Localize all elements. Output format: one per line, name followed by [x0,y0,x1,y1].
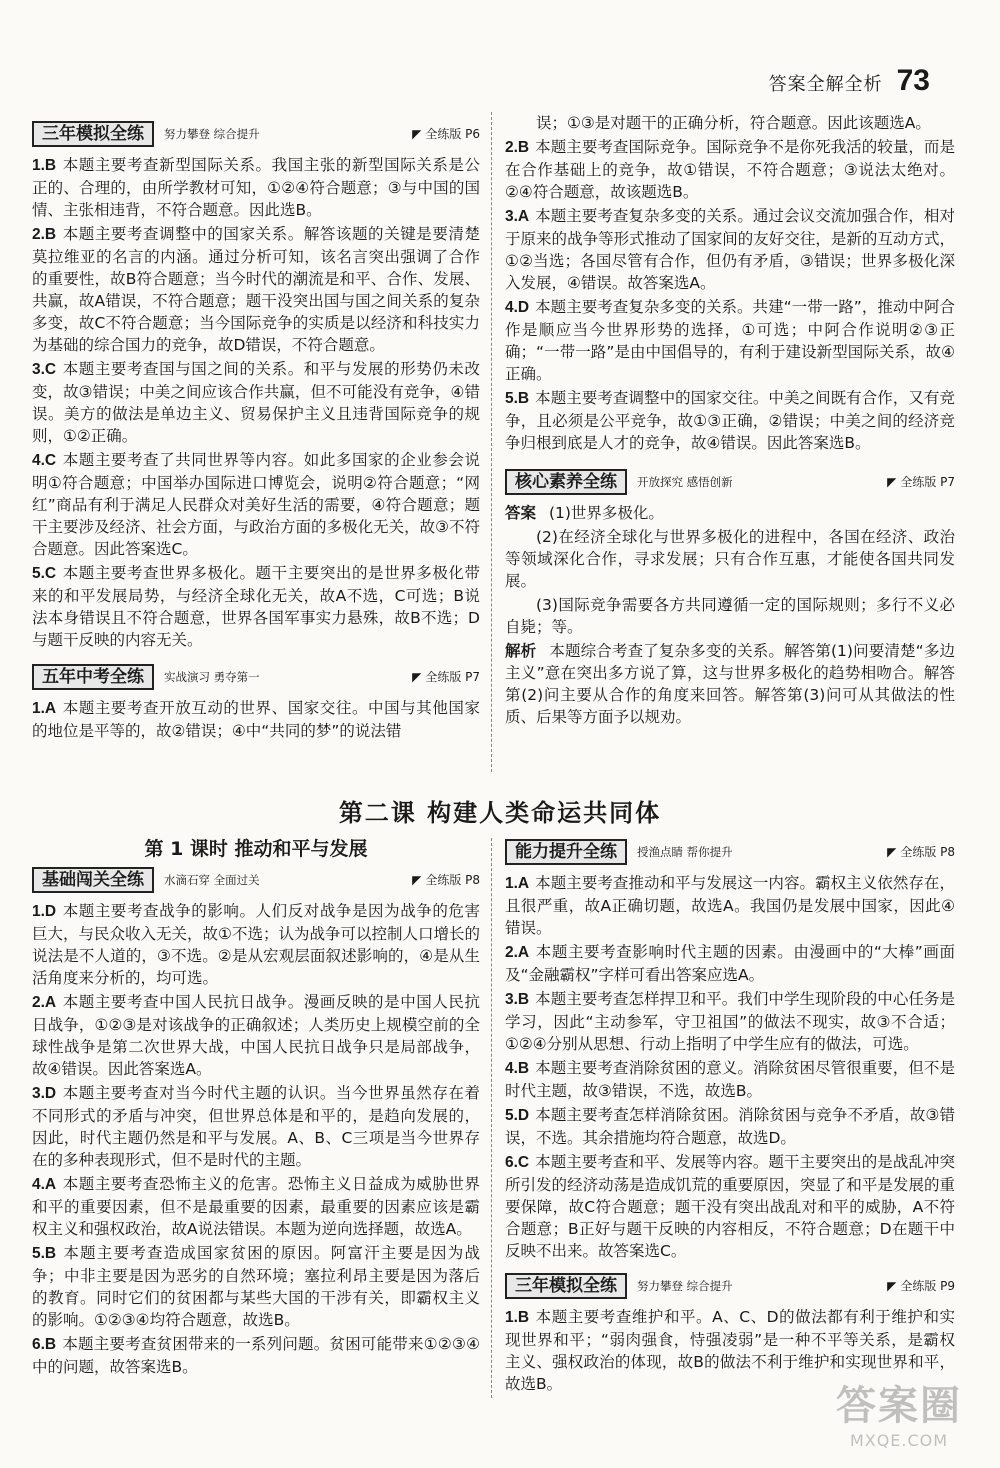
question-number: 2.B [32,226,57,243]
column-divider-top [491,112,492,772]
answer-explanation: 本题主要考查怎样消除贫困。消除贫困与竞争不矛盾，故③错误，不选。其余措施均符合题意，故选D。 [505,1106,955,1147]
question-number: 6.C [505,1154,530,1171]
section-subtitle: 开放探究 感悟创新 [637,475,733,489]
answer-item [32,562,480,651]
answer-explanation: 本题主要考查开放互动的世界、国家交往。中国与其他国家的地位是平等的，故②错误；④中“共同的梦”的说法错 [32,699,480,740]
question-number: 4.C [32,452,57,469]
section-title: 基础闯关全练 [32,867,154,893]
answer-item [505,296,955,385]
answer-item [505,872,955,939]
pointer-icon: ◤ [887,845,897,859]
pointer-icon: ◤ [412,873,422,887]
question-number: 5.B [505,390,530,407]
question-number: 2.B [505,139,530,156]
section-ref: ◤ 全练版 P7 [412,666,480,688]
chapter-title: 第二课 构建人类命运共同体 [338,799,662,827]
analysis [505,640,955,728]
pointer-icon: ◤ [412,670,422,684]
answer-item [505,941,955,986]
answer-item [505,1057,955,1102]
question-number: 3.B [505,991,530,1008]
section-subtitle: 努力攀登 综合提升 [164,127,260,141]
answer-item [32,1242,480,1331]
answer-item [505,387,955,454]
answer-explanation: 本题主要考查了共同世界等内容。如此多国家的企业参会说明①符合题意；中国举办国际进口博览会，说明②符合题意；“网红”商品有利于满足人民群众对美好生活的需要，④符合题意；题干主要涉及经济、社会方面，与政治方面的多极化无关，故③不符合题意。因此答案选C。 [32,451,480,558]
answer-item [505,136,955,203]
question-number: 1.A [32,700,57,717]
section-header [505,838,955,866]
answer-item [32,697,480,742]
section-title: 三年模拟全练 [505,1273,627,1299]
header-label: 答案全解全析 [768,74,883,95]
section-subtitle: 实战演习 勇夺第一 [164,670,260,684]
question-number: 4.D [505,299,530,316]
answer-item [505,1151,955,1262]
answer-item [32,1082,480,1171]
section-header [505,1272,955,1300]
right-top-column [505,112,955,730]
section-title: 能力提升全练 [505,839,627,865]
section-header [505,468,955,496]
answer-explanation: 本题主要考查战争的影响。人们反对战争是因为战争的危害巨大，与民众收入无关，故①不选；认为战争可以控制人口增长的说法是不人道的，③不选。②是从宏观层面叙述影响的，④是从生活角度来分析的，均可选。 [32,902,480,987]
answer-explanation: 本题主要考查调整中的国家交往。中美之间既有合作，又有竞争，且必须是公平竞争，故①③正确，②错误；中美之间的经济竞争归根到底是人才的竞争，故④错误。因此答案选B。 [505,389,955,452]
question-number: 3.C [32,361,57,378]
question-number: 1.B [32,157,57,174]
pointer-icon: ◤ [887,1279,897,1293]
answer-explanation: 本题主要考查国际竞争。国际竞争不是你死我活的较量，而是在合作基础上的竞争，故①错误，不符合题意；③说法太绝对。②④符合题意，故该题选B。 [505,138,955,201]
answer-part-2: (2)在经济全球化与世界多极化的进程中，各国在经济、政治等领域深化合作，寻求发展；只有合作互惠，才能使各国共同发展。 [505,528,955,590]
answer-part-1: (1)世界多极化。 [548,504,664,522]
question-number: 4.A [32,1176,57,1193]
column-divider-bottom [491,838,492,1398]
answer-line [505,502,955,524]
continuation-text: 误；①③是对题干的正确分析，符合题意。因此该题选A。 [536,114,931,132]
answer-explanation: 本题主要考查复杂多变的关系。通过会议交流加强合作，相对于原来的战争等形式推动了国家间的友好交往，是新的互动方式，①②当选；各国尽管有合作，但仍有矛盾，③错误；世界多极化深入发展，④错误。故答案选A。 [505,207,955,292]
section-title: 核心素养全练 [505,469,627,495]
answer-explanation: 本题主要考查中国人民抗日战争。漫画反映的是中国人民抗日战争，①②③是对该战争的正确叙述；人类历史上规模空前的全球性战争是第二次世界大战，中国人民抗日战争只是局部战争，故④错误。因此答案选A。 [32,993,480,1078]
answer-item [32,900,480,989]
answer-item [505,988,955,1055]
question-number: 5.B [32,1245,57,1262]
analysis-label: 解析 [505,642,537,660]
question-number: 2.A [32,994,57,1011]
section-title: 五年中考全练 [32,664,154,690]
answer-item [32,1333,480,1378]
section-title: 三年模拟全练 [32,121,154,147]
answer-explanation: 本题主要考查维护和平。A、C、D的做法都有利于维护和实现世界和平；“弱肉强食，恃强凌弱”是一种不平等关系，是霸权主义、强权政治的体现，故B的做法不利于维护和实现世界和平，故选B。 [505,1308,955,1393]
section-ref: ◤ 全练版 P8 [887,841,955,863]
page-number: 73 [896,64,930,97]
answer-item [505,1104,955,1149]
answer-item [32,154,480,221]
answer-explanation: 本题主要考查复杂多变的关系。共建“一带一路”，推动中阿合作是顺应当今世界形势的选择，①可选；中阿合作说明②③正确；“一带一路”是由中国倡导的，有利于建设新型国际关系，故④正确。 [505,298,955,383]
right-bottom-column [505,838,955,1397]
question-number: 1.A [505,875,530,892]
answer-explanation: 本题主要考查世界多极化。题干主要突出的是世界多极化带来的和平发展局势，与经济全球化无关，故A不选，C可选；B说法本身错误且不符合题意，世界各国军事实力悬殊，故B不选；D与题干反映的内容无关。 [32,564,480,649]
watermark [834,1374,964,1450]
question-number: 1.B [505,1309,530,1326]
answer-explanation: 本题主要考查贫困带来的一系列问题。贫困可能带来①②③④中的问题，故答案选B。 [32,1335,480,1376]
question-number: 6.B [32,1336,57,1353]
pointer-icon: ◤ [887,475,897,489]
question-number: 3.D [32,1085,57,1102]
section-ref: ◤ 全练版 P8 [412,869,480,891]
answer-explanation: 本题主要考查恐怖主义的危害。恐怖主义日益成为威胁世界和平的重要因素，但不是最重要的因素，最重要的因素应该是霸权主义和强权政治，故A说法错误。本题为逆向选择题，故选A。 [32,1175,480,1238]
watermark-url: MXQE.COM [849,1431,949,1450]
answer-explanation: 本题主要考查推动和平与发展这一内容。霸权主义依然存在，且很严重，故A正确切题，故选A。我国仍是发展中国家，因此④错误。 [505,874,955,937]
answer-explanation: 本题主要考查消除贫困的意义。消除贫困尽管很重要，但不是时代主题，故③错误，不选，故选B。 [505,1059,955,1100]
left-top-column [32,112,480,744]
section-header [32,120,480,148]
answer-item [505,205,955,294]
answer-item [32,991,480,1080]
section-header [32,663,480,691]
question-number: 5.C [32,565,57,582]
answer-item [32,449,480,560]
section-ref: ◤ 全练版 P7 [887,471,955,493]
question-number: 3.A [505,208,530,225]
answer-item [32,1173,480,1240]
answer-explanation: 本题主要考查国与国之间的关系。和平与发展的形势仍未改变，故③错误；中美之间应该合作共赢，但不可能没有竞争，④错误。美方的做法是单边主义、贸易保护主义且违背国际竞争的规则，①②正确。 [32,360,480,445]
left-bottom-column [32,838,480,1380]
lesson-title: 第 1 课时 推动和平与发展 [144,838,368,860]
watermark-logo: 答案圈 [836,1383,962,1429]
answer-explanation: 本题主要考查和平、发展等内容。题干主要突出的是战乱冲突所引发的经济动荡是造成饥荒的重要原因，突显了和平是发展的重要保障，故C符合题意；题干没有突出战乱对和平的威胁，A不符合题意；B正好与题干反映的内容相反，不符合题意；D在题干中反映不出来。故答案选C。 [505,1153,955,1260]
section-subtitle: 水滴石穿 全面过关 [164,873,260,887]
section-ref: ◤ 全练版 P9 [887,1275,955,1297]
question-number: 5.D [505,1107,530,1124]
section-ref: ◤ 全练版 P6 [412,123,480,145]
analysis-text: 本题综合考查了复杂多变的关系。解答第(1)问要清楚“多边主义”意在突出多方说了算，这与世界多极化的趋势相吻合。解答第(2)问主要从合作的角度来回答。解答第(3)问可从其做法的性质、后果等方面予以规劝。 [505,642,955,726]
answer-explanation: 本题主要考查调整中的国家关系。解答该题的关键是要清楚莫拉维亚的名言的内涵。通过分析可知，该名言突出强调了合作的重要性，故B符合题意；当今时代的潮流是和平、合作、发展、共赢，故A错误，不符合题意；题干没突出国与国之间关系的复杂多变，故C不符合题意；当今国际竞争的实质是以经济和科技实力为基础的综合国力的竞争，故D错误，不符合题意。 [32,225,480,354]
question-number: 2.A [505,944,530,961]
section-subtitle: 努力攀登 综合提升 [637,1279,733,1293]
answer-part-3: (3)国际竞争需要各方共同遵循一定的国际规则；多行不义必自毙；等。 [505,596,955,636]
page-header [769,64,930,98]
question-number: 1.D [32,903,57,920]
answer-explanation: 本题主要考查造成国家贫困的原因。阿富汗主要是因为战争；中非主要是因为恶劣的自然环境；塞拉利昂主要是因为落后的教育。同时它们的贫困都与某些大国的干涉有关，即霸权主义的影响。①②③④均符合题意，故选B。 [32,1244,480,1329]
pointer-icon: ◤ [412,127,422,141]
answer-label: 答案 [505,504,537,522]
answer-explanation: 本题主要考查对当今时代主题的认识。当今世界虽然存在着不同形式的矛盾与冲突，但世界总体是和平的，是趋向发展的，因此，时代主题仍然是和平与发展。A、B、C三项是当今世界存在的多种表现形式，但不是时代的主题。 [32,1084,480,1169]
answer-item [32,223,480,356]
section-header [32,866,480,894]
answer-explanation: 本题主要考查怎样捍卫和平。我们中学生现阶段的中心任务是学习，因此“主动参军，守卫祖国”的做法不现实，故③不合适；①②④分别从思想、行动上指明了中学生应有的做法，可选。 [505,990,955,1053]
answer-item [32,358,480,447]
answer-explanation: 本题主要考查新型国际关系。我国主张的新型国际关系是公正的、合理的，由所学教材可知，①②④符合题意；③与中国的国情、主张相违背，不符合题意。因此选B。 [32,156,480,219]
answer-explanation: 本题主要考查影响时代主题的因素。由漫画中的“大棒”画面及“金融霸权”字样可看出答案应选A。 [505,943,955,984]
section-subtitle: 授渔点睛 帮你提升 [637,845,733,859]
question-number: 4.B [505,1060,530,1077]
